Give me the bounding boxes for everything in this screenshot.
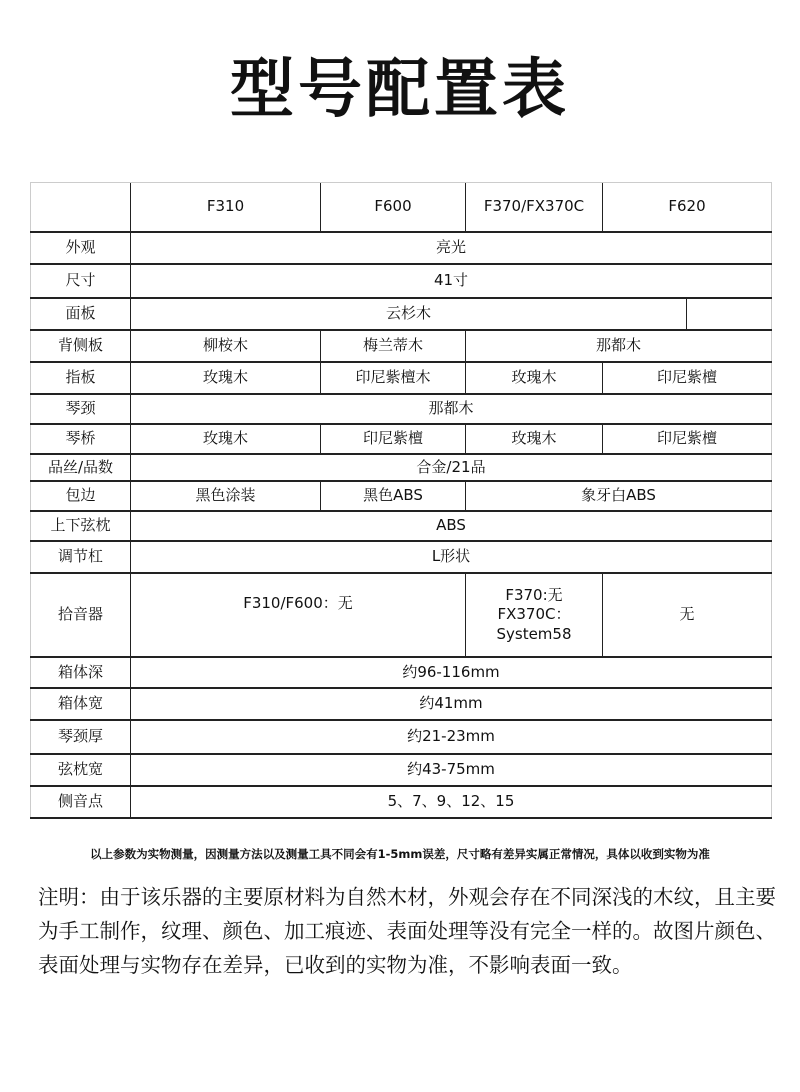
row-value: 印尼紫檀木 xyxy=(320,363,465,393)
row-label: 面板 xyxy=(30,299,130,329)
pickup-line: System58 xyxy=(496,624,572,643)
row-label: 尺寸 xyxy=(30,265,130,297)
page-title: 型号配置表 xyxy=(230,53,570,127)
row-label: 指板 xyxy=(30,363,130,393)
table-row xyxy=(30,755,772,787)
table-row xyxy=(30,574,772,658)
row-value: 约96-116mm xyxy=(130,658,772,687)
table-row xyxy=(30,658,772,689)
table-row xyxy=(30,233,772,265)
table-row xyxy=(30,512,772,542)
row-value: 那都木 xyxy=(465,331,772,361)
header-f620: F620 xyxy=(602,183,772,231)
row-value: 无 xyxy=(602,574,772,656)
measurement-note: 以上参数为实物测量，因测量方法以及测量工具不同会有1-5mm误差，尺寸略有差异实属正常情况，具体以收到实物为准 xyxy=(90,847,710,861)
table-header-row xyxy=(30,183,772,233)
row-label: 背侧板 xyxy=(30,331,130,361)
table-row xyxy=(30,721,772,755)
row-value: L形状 xyxy=(130,542,772,572)
table-row xyxy=(30,265,772,299)
row-label: 拾音器 xyxy=(30,574,130,656)
row-value: F310/F600：无 xyxy=(130,574,465,656)
row-label: 箱体深 xyxy=(30,658,130,687)
row-value: 约43-75mm xyxy=(130,755,772,785)
table-row xyxy=(30,482,772,512)
row-value: 玫瑰木 xyxy=(465,363,602,393)
table-row xyxy=(30,299,772,331)
row-label: 品丝/品数 xyxy=(30,455,130,480)
row-label: 琴颈 xyxy=(30,395,130,423)
row-value: 玫瑰木 xyxy=(465,425,602,453)
row-value: 印尼紫檀 xyxy=(320,425,465,453)
row-label: 上下弦枕 xyxy=(30,512,130,540)
row-label: 琴桥 xyxy=(30,425,130,453)
row-label: 包边 xyxy=(30,482,130,510)
header-f310: F310 xyxy=(130,183,320,231)
row-value: 印尼紫檀 xyxy=(602,363,772,393)
row-value: 5、7、9、12、15 xyxy=(130,787,772,817)
table-row xyxy=(30,787,772,819)
row-value: ABS xyxy=(130,512,772,540)
table-row xyxy=(30,425,772,455)
pickup-line: FX370C： xyxy=(497,605,571,624)
spec-table xyxy=(30,182,772,819)
row-label: 侧音点 xyxy=(30,787,130,817)
row-value: 玫瑰木 xyxy=(130,363,320,393)
row-value: 黑色ABS xyxy=(320,482,465,510)
table-row xyxy=(30,542,772,574)
header-f370: F370/FX370C xyxy=(465,183,602,231)
row-value: 黑色涂装 xyxy=(130,482,320,510)
row-value: 柳桉木 xyxy=(130,331,320,361)
row-value: 玫瑰木 xyxy=(130,425,320,453)
row-value: 约21-23mm xyxy=(130,721,772,753)
row-value: 亮光 xyxy=(130,233,772,263)
header-f600: F600 xyxy=(320,183,465,231)
table-row xyxy=(30,395,772,425)
row-label: 箱体宽 xyxy=(30,689,130,719)
disclaimer-paragraph: 注明：由于该乐器的主要原材料为自然木材，外观会存在不同深浅的木纹，且主要为手工制作，纹理、颜色、加工痕迹、表面处理等没有完全一样的。故图片颜色、表面处理与实物存在差异，已收到的实物为准，不影响表面一致。 xyxy=(38,885,776,977)
row-value: 象牙白ABS xyxy=(465,482,772,510)
corner-cell xyxy=(30,183,130,231)
row-value: 梅兰蒂木 xyxy=(320,331,465,361)
pickup-line: F370:无 xyxy=(505,585,563,604)
row-value: 约41mm xyxy=(130,689,772,719)
row-value: 云杉木 xyxy=(130,299,686,329)
row-value: 合金/21品 xyxy=(130,455,772,480)
table-row xyxy=(30,331,772,363)
row-value: 那都木 xyxy=(130,395,772,423)
row-label: 调节杠 xyxy=(30,542,130,572)
empty-cell xyxy=(686,299,772,329)
table-row xyxy=(30,689,772,721)
row-label: 外观 xyxy=(30,233,130,263)
table-row xyxy=(30,455,772,482)
row-label: 弦枕宽 xyxy=(30,755,130,785)
row-value xyxy=(465,574,602,656)
row-value: 印尼紫檀 xyxy=(602,425,772,453)
table-row xyxy=(30,363,772,395)
row-label: 琴颈厚 xyxy=(30,721,130,753)
row-value: 41寸 xyxy=(130,265,772,297)
